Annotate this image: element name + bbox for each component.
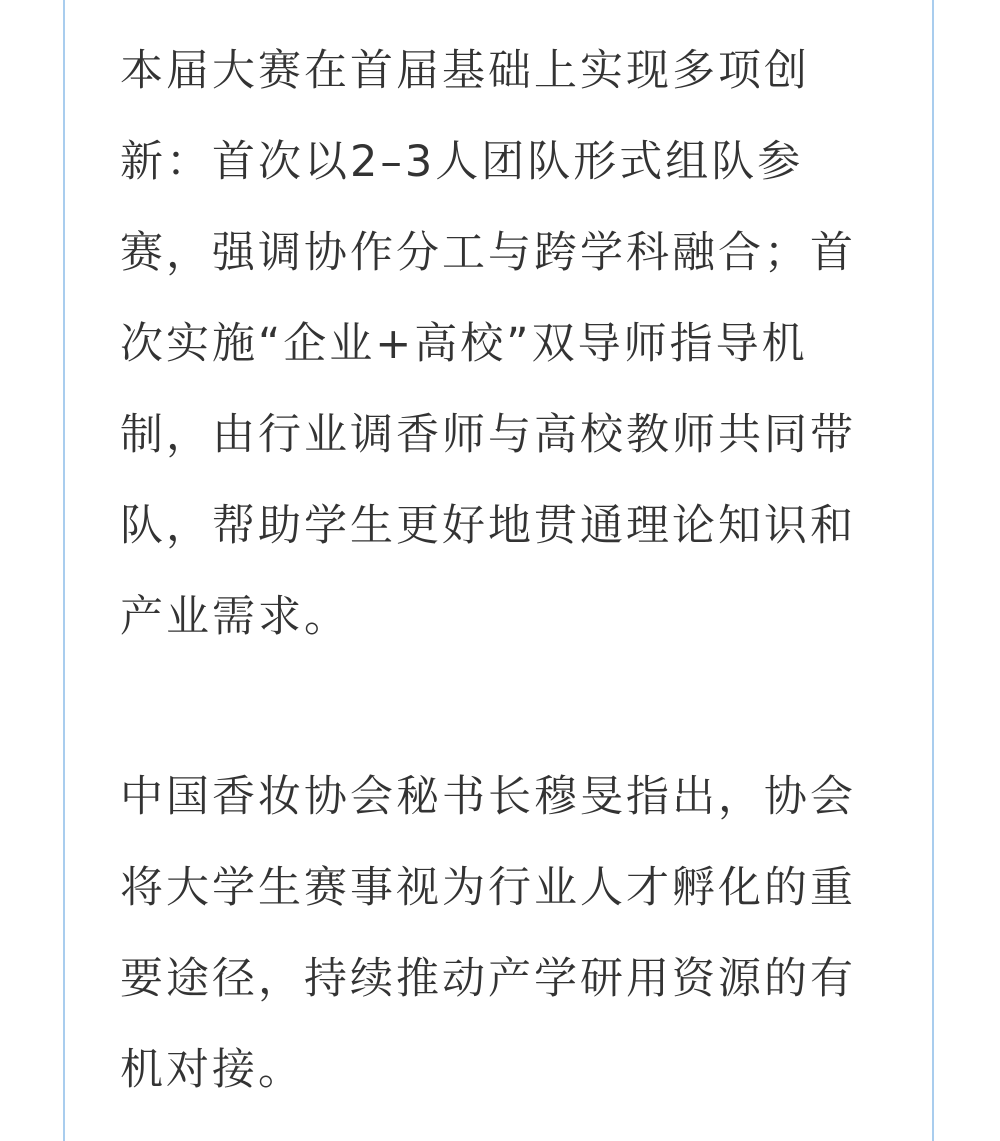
text-line: 要途径，持续推动产学研用资源的有	[120, 954, 856, 1004]
text-line: 产业需求。	[120, 592, 350, 642]
article-paragraph-2	[120, 752, 890, 1116]
text-line: 将大学生赛事视为行业人才孵化的重	[120, 863, 856, 913]
text-line: 新：首次以2–3人团队形式组队参	[120, 137, 804, 187]
text-line: 机对接。	[120, 1045, 304, 1095]
article-paragraph-1	[120, 26, 890, 663]
text-line: 制，由行业调香师与高校教师共同带	[120, 410, 856, 460]
text-line: 本届大赛在首届基础上实现多项创	[120, 46, 810, 96]
text-line: 赛，强调协作分工与跨学科融合；首	[120, 228, 856, 278]
text-line: 队，帮助学生更好地贯通理论知识和	[120, 501, 856, 551]
text-line: 中国香妆协会秘书长穆旻指出，协会	[120, 772, 856, 822]
text-line: 次实施“企业+高校”双导师指导机	[120, 319, 808, 369]
